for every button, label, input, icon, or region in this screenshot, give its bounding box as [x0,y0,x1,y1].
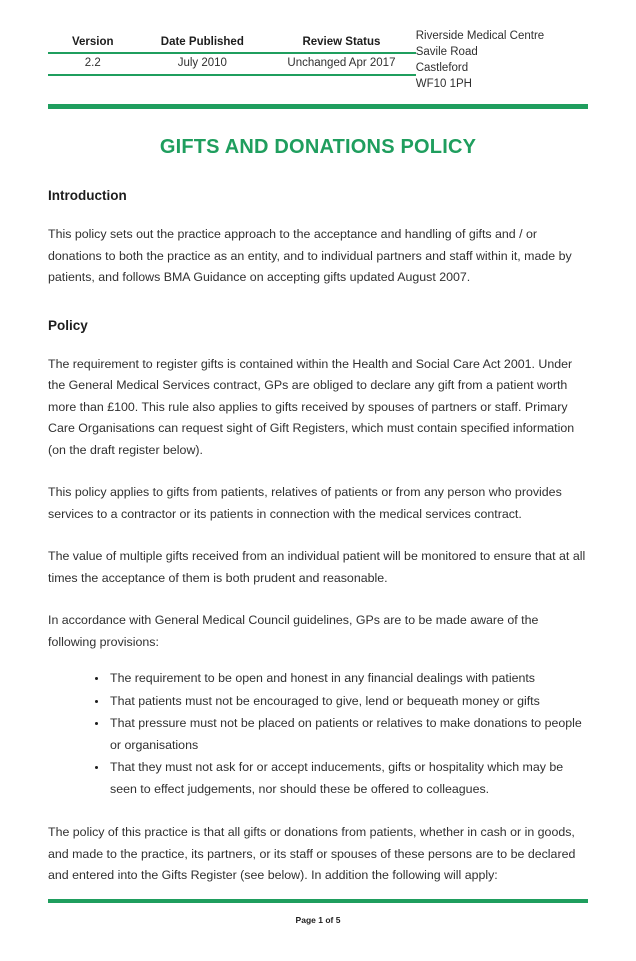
address-line-town: Castleford [415,62,469,74]
policy-paragraph-1: The requirement to register gifts is contained within the Health and Social Care Act 2001. Under the General Medical Services contract, GPs are obliged to declare any gift from a patient worth more than £100. This rule also applies to gifts received by spouses of partners or staff. Primary Care Organisations can request sight of Gift Registers, which must contain specified information (on the draft register below). [48,356,575,457]
version-table [48,34,416,76]
bullet-item: • That pressure must not be placed on patients or relatives to make donations to people or organisations [108,713,588,756]
document-footer [48,887,588,961]
policy-paragraph-2: This policy applies to gifts from patients, relatives of patients or from any person who provides services to a contractor or its patients in connection with the medical services contract. [48,485,562,521]
policy-paragraph-5: The policy of this practice is that all gifts or donations from patients, whether in cash or in goods, and made to the practice, its partners, or its staff or spouses of these persons are to be declared and entered into the Gifts Register (see below). In addition the following will apply: [48,825,576,882]
policy-paragraph-4: In accordance with General Medical Council guidelines, GPs are to be made aware of the following provisions: [48,613,539,649]
version-value: 2.2 [48,53,137,75]
address-line-postcode: WF10 1PH [415,78,472,90]
gmc-provisions-list [48,668,588,801]
review-status-value: Unchanged Apr 2017 [267,53,416,75]
section-heading-introduction: Introduction [48,188,127,203]
bullet-item: • That patients must not be encouraged to give, lend or bequeath money or gifts [108,691,588,713]
document-header [48,26,588,92]
header-rule [48,104,588,109]
page-number: Page 1 of 5 [295,914,341,925]
date-published-value: July 2010 [137,53,267,75]
date-published-column-header: Date Published [137,34,267,53]
bullet-item: • That they must not ask for or accept inducements, gifts or hospitality which may be seen to effect judgements, nor should these be offered to colleagues. [108,757,588,800]
section-heading-policy: Policy [48,317,88,333]
version-table-header-row [48,34,416,53]
footer-rule [48,899,588,903]
page-title: GIFTS AND DONATIONS POLICY [159,136,477,158]
version-table-value-row [48,53,416,75]
policy-paragraph-3: The value of multiple gifts received from an individual patient will be monitored to ensure that at all times the acceptance of them is both prudent and reasonable. [48,549,586,585]
bullet-item: • The requirement to be open and honest in any financial dealings with patients [108,668,588,690]
practice-name: Riverside Medical Centre [415,30,545,42]
review-status-column-header: Review Status [267,34,416,53]
practice-address [416,28,588,92]
introduction-paragraph: This policy sets out the practice approach to the acceptance and handling of gifts and / or donations to both the practice as an entity, and to individual partners and staff within it, made by patients, and follows BMA Guidance on accepting gifts updated August 2007. [48,227,572,284]
address-line-street: Savile Road [415,46,478,58]
version-column-header: Version [48,34,137,53]
